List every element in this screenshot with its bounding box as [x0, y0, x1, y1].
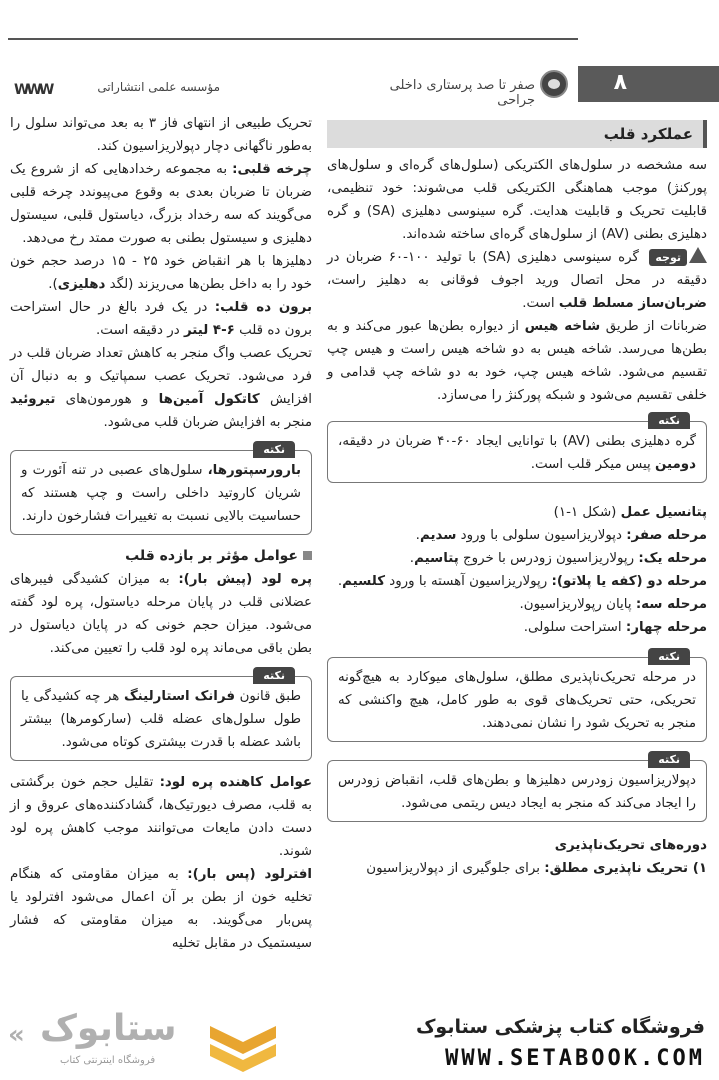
note-tag: نکته — [648, 648, 690, 665]
store-logo: ستابوک — [40, 1008, 177, 1049]
chevron-logo-icon — [210, 1024, 276, 1074]
book-title: صفر تا صد پرستاری داخلی جراحی — [389, 78, 535, 108]
conduction-paragraph: ضربانات از طریق شاخه هیس از دیواره بطن‌ها عبور می‌کند و به بطن‌ها می‌رسد. شاخه هیس به دو شاخه هیس راست و هیس چپ تقسیم می‌شود. شاخه هیس چپ، خود به دو شاخه چپ قدامی و خلفی تقسیم می‌شود و شبکه پورکنژ را می‌سازد. — [327, 319, 707, 403]
warning-tag: توجه — [649, 249, 687, 266]
factors-title: عوامل مؤثر بر بازده قلب — [10, 545, 312, 568]
note-tag: نکته — [253, 667, 295, 684]
list-item: مرحله سه: پایان رپولاریزاسیون. — [519, 597, 707, 612]
note-box: نکته طبق قانون فرانک استارلینگ هر چه کشیدگی یا طول سلول‌های عضله قلب (سارکومرها) بیشتر باشد عضله با قدرت بیشتری کوتاه می‌شود. — [10, 676, 312, 761]
paragraph: برون ده قلب: در یک فرد بالغ در حال استراحت برون ده قلب ۶-۴ لیتر در دقیقه است. — [10, 300, 312, 338]
refractory-item: ۱) تحریک ناپذیری مطلق: برای جلوگیری از دپولاریزاسیون — [366, 861, 707, 876]
refractory-title: دوره‌های تحریک‌ناپذیری — [554, 838, 707, 853]
potential-title: پتانسیل عمل (شکل ۱-۱) — [553, 505, 707, 520]
note-box: نکته در مرحله تحریک‌ناپذیری مطلق، سلول‌های میوکارد به هیچ‌گونه تحریکی، حتی تحریک‌های قوی به طور کامل، هیچ واکنشی که منجر به تحریک شود را نشان نمی‌دهند. — [327, 657, 707, 742]
store-name: فروشگاه کتاب پزشکی ستابوک — [415, 1016, 705, 1038]
note-box: نکته بارورسپتورها، سلول‌های عصبی در تنه آئورت و شریان کاروتید داخلی راست و چپ هستند که حساسیت بالایی نسبت به تغییرات فشارخون دارند. — [10, 450, 312, 535]
square-bullet-icon — [303, 551, 312, 560]
paragraph: تحریک طبیعی از انتهای فاز ۳ به بعد می‌تواند سلول را به‌طور ناگهانی دچار دپولاریزاسیون کند. — [10, 116, 312, 154]
right-column — [327, 112, 707, 880]
intro-paragraph: سه مشخصه در سلول‌های الکتریکی (سلول‌های گره‌ای و سلول‌های پورکنژ) موجب هماهنگی الکتریکی قلب می‌شوند: خود تنظیمی، قابلیت تحریک و قابلیت هدایت. گره سینوسی دهلیزی (SA) و گره دهلیزی بطنی (AV) از سلول‌های گره‌ای ساخته شده‌اند. — [327, 158, 707, 242]
list-item: مرحله یک: رپولاریزاسیون زودرس با خروج پتاسیم. — [409, 551, 707, 566]
logo-arrows-icon: « — [8, 1020, 25, 1050]
warning-paragraph: توجه گره سینوسی دهلیزی (SA) با تولید ۱۰۰-۶۰ ضربان در دقیقه در محل اتصال ورید اجوف فوقانی به دهلیز راست، ضربان‌ساز مسلط قلب است. — [327, 246, 707, 315]
paragraph: عوامل کاهنده پره لود: تقلیل حجم خون برگشتی به قلب، مصرف دیورتیک‌ها، گشادکننده‌های عروق و از دست دادن مایعات می‌توانند موجب کاهش پره لود شوند. — [10, 775, 312, 859]
store-logo-subtitle: فروشگاه اینترنتی کتاب — [60, 1055, 156, 1066]
left-column — [10, 112, 312, 955]
warning-icon — [689, 247, 707, 263]
note-tag: نکته — [648, 751, 690, 768]
paragraph: پره لود (پیش بار): به میزان کشیدگی فیبرهای عضلانی قلب در پایان مرحله دیاستول، پره لود گفته می‌شود. میزان حجم خونی که در پایان دیاستول در بطن باقی می‌ماند پره لود قلب را تعیین می‌کند. — [10, 572, 312, 656]
phase-list — [327, 524, 707, 639]
note-box: نکته دپولاریزاسیون زودرس دهلیزها و بطن‌های قلب، انقباض زودرس را ایجاد می‌کند که منجر به ایجاد دیس ریتمی می‌شود. — [327, 760, 707, 822]
page-number-tab — [578, 66, 719, 102]
book-logo-icon — [540, 70, 568, 98]
paragraph: دهلیزها با هر انقباض خود ۲۵ - ۱۵ درصد حجم خون خود را به داخل بطن‌ها می‌ریزند (لگد دهلیزی). — [10, 254, 312, 292]
paragraph: افترلود (پس بار): به میزان مقاومتی که هنگام تخلیه خون از بطن بر آن اعمال می‌شود افترلود یا پس‌بار می‌گویند. به میزان مقاومتی که فشار سیستمیک در مقابل تخلیه — [10, 867, 313, 951]
paragraph: تحریک عصب واگ منجر به کاهش تعداد ضربان قلب در فرد می‌شود. تحریک عصب سمپاتیک و به دنبال آن افزایش کاتکول آمین‌ها و هورمون‌های تیروئید منجر به افزایش ضربان قلب می‌شود. — [10, 346, 312, 430]
store-url[interactable]: WWW.SETABOOK.COM — [445, 1046, 705, 1071]
note-box: نکته گره دهلیزی بطنی (AV) با توانایی ایجاد ۶۰-۴۰ ضربان در دقیقه، دومین پیس میکر قلب است. — [327, 421, 707, 483]
header-rule — [8, 38, 578, 40]
page-number: ۸ — [613, 70, 627, 95]
note-tag: نکته — [648, 412, 690, 429]
store-footer — [0, 1000, 719, 1080]
list-item: مرحله صفر: دپولاریزاسیون سلولی با ورود سدیم. — [415, 528, 707, 543]
paragraph: چرخه قلبی: به مجموعه رخدادهایی که از شروع یک ضربان تا ضربان بعدی به وقوع می‌پیوندد چرخه قلبی می‌گویند که سه رخداد بزرگ، دیاستول قلبی، سیستول دهلیزی و سیستول بطنی به صورت ممتد رخ می‌دهد. — [10, 162, 312, 246]
publisher-name: مؤسسه علمی انتشاراتی — [97, 80, 220, 94]
section-title: عملکرد قلب — [327, 120, 707, 148]
list-item: مرحله دو (کفه یا پلاتو): رپولاریزاسیون آهسته با ورود کلسیم. — [337, 574, 707, 589]
list-item: مرحله چهار: استراحت سلولی. — [523, 620, 707, 635]
note-tag: نکته — [253, 441, 295, 458]
publisher-logo-icon: WWW — [14, 82, 52, 98]
